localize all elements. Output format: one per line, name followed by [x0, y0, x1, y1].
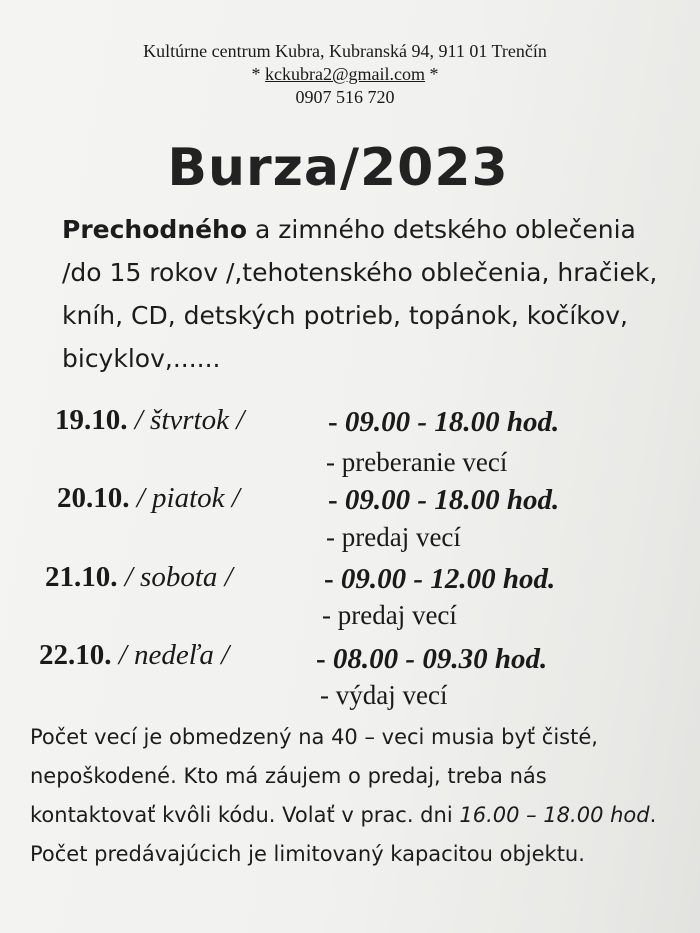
schedule-time-2: - 09.00 - 18.00 hod. — [328, 484, 560, 516]
schedule-date-4 — [39, 639, 229, 672]
footer-part-1: Počet vecí je obmedzený na 40 – veci musia byť čisté, nepoškodené. Kto má záujem o predaj, treba nás kontaktovať kvôli kódu. Volať v prac. dni — [30, 725, 598, 827]
time: 09.00 - 18.00 hod. — [344, 406, 560, 438]
weekday: / sobota / — [117, 561, 233, 593]
weekday: / nedeľa / — [111, 639, 230, 671]
date: 20.10. — [57, 482, 130, 514]
weekday: / piatok / — [129, 482, 240, 514]
intro-rest: a zimného detského oblečenia /do 15 rokov /,tehotenského oblečenia, hračiek, kníh, CD, detských potrieb, topánok, kočíkov, bicyklov,...... — [62, 215, 658, 373]
schedule-date-2 — [57, 482, 240, 515]
schedule-time-4: - 08.00 - 09.30 hod. — [316, 643, 548, 675]
email-suffix: * — [425, 64, 439, 84]
phone: 0907 516 720 — [295, 87, 395, 107]
header — [0, 40, 690, 109]
date: 19.10. — [55, 404, 128, 436]
intro-bold-word: Prechodného — [62, 215, 248, 244]
time: 08.00 - 09.30 hod. — [332, 643, 548, 675]
email-prefix: * — [251, 64, 265, 84]
intro-text — [62, 208, 662, 380]
schedule-note-4: - výdaj vecí — [320, 680, 448, 710]
schedule-note-3: - predaj vecí — [322, 600, 457, 630]
schedule-date-3 — [45, 561, 233, 594]
schedule-time-3: - 09.00 - 12.00 hod. — [324, 563, 556, 595]
page-title: Burza/2023 — [167, 138, 509, 198]
email-link[interactable]: kckubra2@gmail.com — [264, 64, 426, 84]
schedule-note-1: - preberanie vecí — [326, 447, 508, 477]
time: 09.00 - 18.00 hod. — [344, 484, 560, 516]
schedule-date-1 — [55, 404, 244, 437]
schedule-time-1: - 09.00 - 18.00 hod. — [328, 406, 560, 438]
date: 22.10. — [39, 639, 112, 671]
email-line — [0, 63, 690, 86]
weekday: / štvrtok / — [127, 404, 245, 436]
address: Kultúrne centrum Kubra, Kubranská 94, 911 01 Trenčín — [143, 41, 547, 61]
footer-part-2: . Počet predávajúcich je limitovaný kapacitou objektu. — [30, 803, 657, 866]
footer-note — [30, 718, 660, 874]
time: 09.00 - 12.00 hod. — [340, 563, 556, 595]
footer-hours: 16.00 – 18.00 hod — [459, 803, 650, 827]
date: 21.10. — [45, 561, 118, 593]
schedule-note-2: - predaj vecí — [326, 522, 461, 552]
